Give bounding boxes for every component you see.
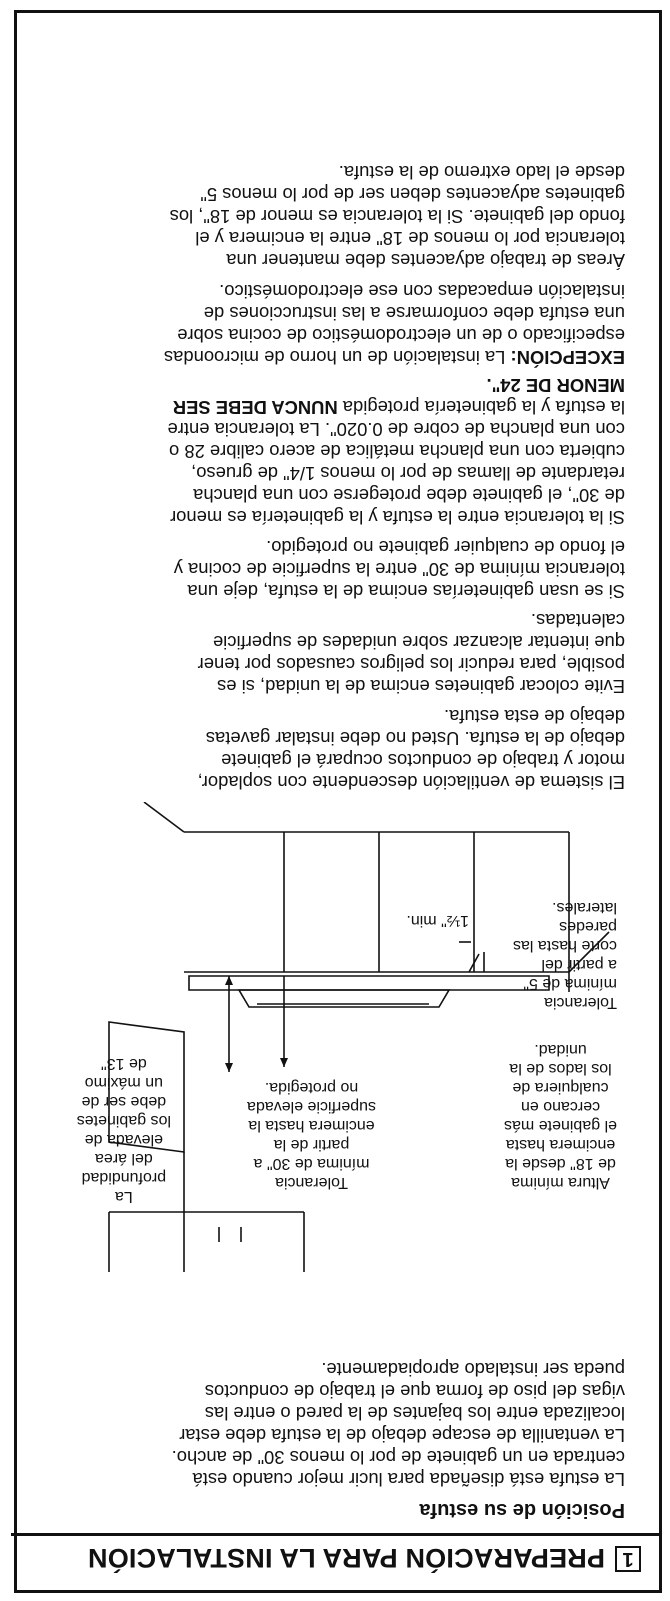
intro-line: vigas del piso de forma que el trabajo de conductos bbox=[204, 1381, 625, 1402]
paragraph-ventilation: El sistema de ventilación descendente con soplador, motor y trabajo de conductos ocupará el gabinete debajo de la estufa. Usted no debe instalar gavetas debajo de esta estufa. bbox=[197, 706, 625, 793]
header-rule bbox=[11, 1533, 659, 1536]
paragraph-protection: Si la tolerancia entre la estufa y la gabinetería es menor de 30", el gabinete debe protegerse con una plancha retardante de llamas de por lo menos 1/4" de grueso, cubierta con una plancha metálica de acero calibre 28 o con una plancha de cobre de 0.020". La tolerancia entre la estufa y la gabinetería protegida NUNCA DEBE SER MENOR DE 24". bbox=[167, 375, 625, 528]
paragraph-min-30: Si se usan gabineterías encima de la estufa, deje una tolerancia mínima de 30" entre la superficie de cocina y el fondo de cualquier gabinete no protegido. bbox=[173, 537, 625, 602]
subsection-title: Posición de su estufa bbox=[419, 1499, 625, 1521]
section-header bbox=[21, 1536, 641, 1576]
paragraph-adjacent-areas: Áreas de trabajo adyacentes debe mantener una tolerancia por lo menos de 18" entre la encimera y el fondo del gabinete. Si la tolerancia es menor de 18", los gabinetes adyacentes deben ser de por lo menos 5" desde el lado extremo de la estufa. bbox=[169, 162, 625, 271]
section-title: PREPARACIÓN PARA LA INSTALACIÓN bbox=[87, 1543, 605, 1573]
intro-line: pueda ser instalado apropiadamente. bbox=[321, 1359, 625, 1380]
intro-line: localizada entre los bajantes de la pared o entre las bbox=[204, 1403, 625, 1424]
label-min-1-5: 1½" min. bbox=[406, 912, 469, 929]
label-cabinet-depth: La profundidad del área elevada de los gabinetes debe ser de un máximo de 13" bbox=[76, 1055, 171, 1205]
paragraph-exception: EXCEPCIÓN: La instalación de un horno de microondas especificado o de un electrodoméstico de cocina sobre una estufa debe conformarse a las instrucciones de instalación empacadas con ese electrodoméstico. bbox=[163, 281, 625, 368]
label-height-18: Altura mínima de 18" desde la encimera hasta el gabinete más cercano en cualquiera de los lados de la unidad. bbox=[504, 1041, 617, 1191]
paragraph-avoid-cabinets: Evite colocar gabinetes encima de la unidad, si es posible, para reducir los peligros causados por tener que intentar alcanzar sobre unidades de superficie calentadas. bbox=[197, 610, 625, 697]
intro-line: La estufa está diseñada para lucir mejor cuando está bbox=[192, 1469, 625, 1490]
intro-line: La ventanilla de escape debajo de la estufa debe estar bbox=[179, 1425, 625, 1446]
intro-line: centrada en un gabinete de por lo menos 30" de ancho. bbox=[171, 1447, 625, 1468]
label-min-30: Tolerancia mínima de 30" a partir de la encimera hasta la superficie elevada no protegida. bbox=[247, 1079, 376, 1191]
intro-paragraph bbox=[25, 1358, 625, 1490]
page-frame bbox=[14, 10, 662, 1593]
step-number-box: 1 bbox=[615, 1546, 641, 1572]
label-tolerance-5: Tolerancia mínima de 5" a partir del corte hasta las paredes laterales. bbox=[512, 899, 617, 1011]
installation-diagram bbox=[19, 802, 629, 1272]
